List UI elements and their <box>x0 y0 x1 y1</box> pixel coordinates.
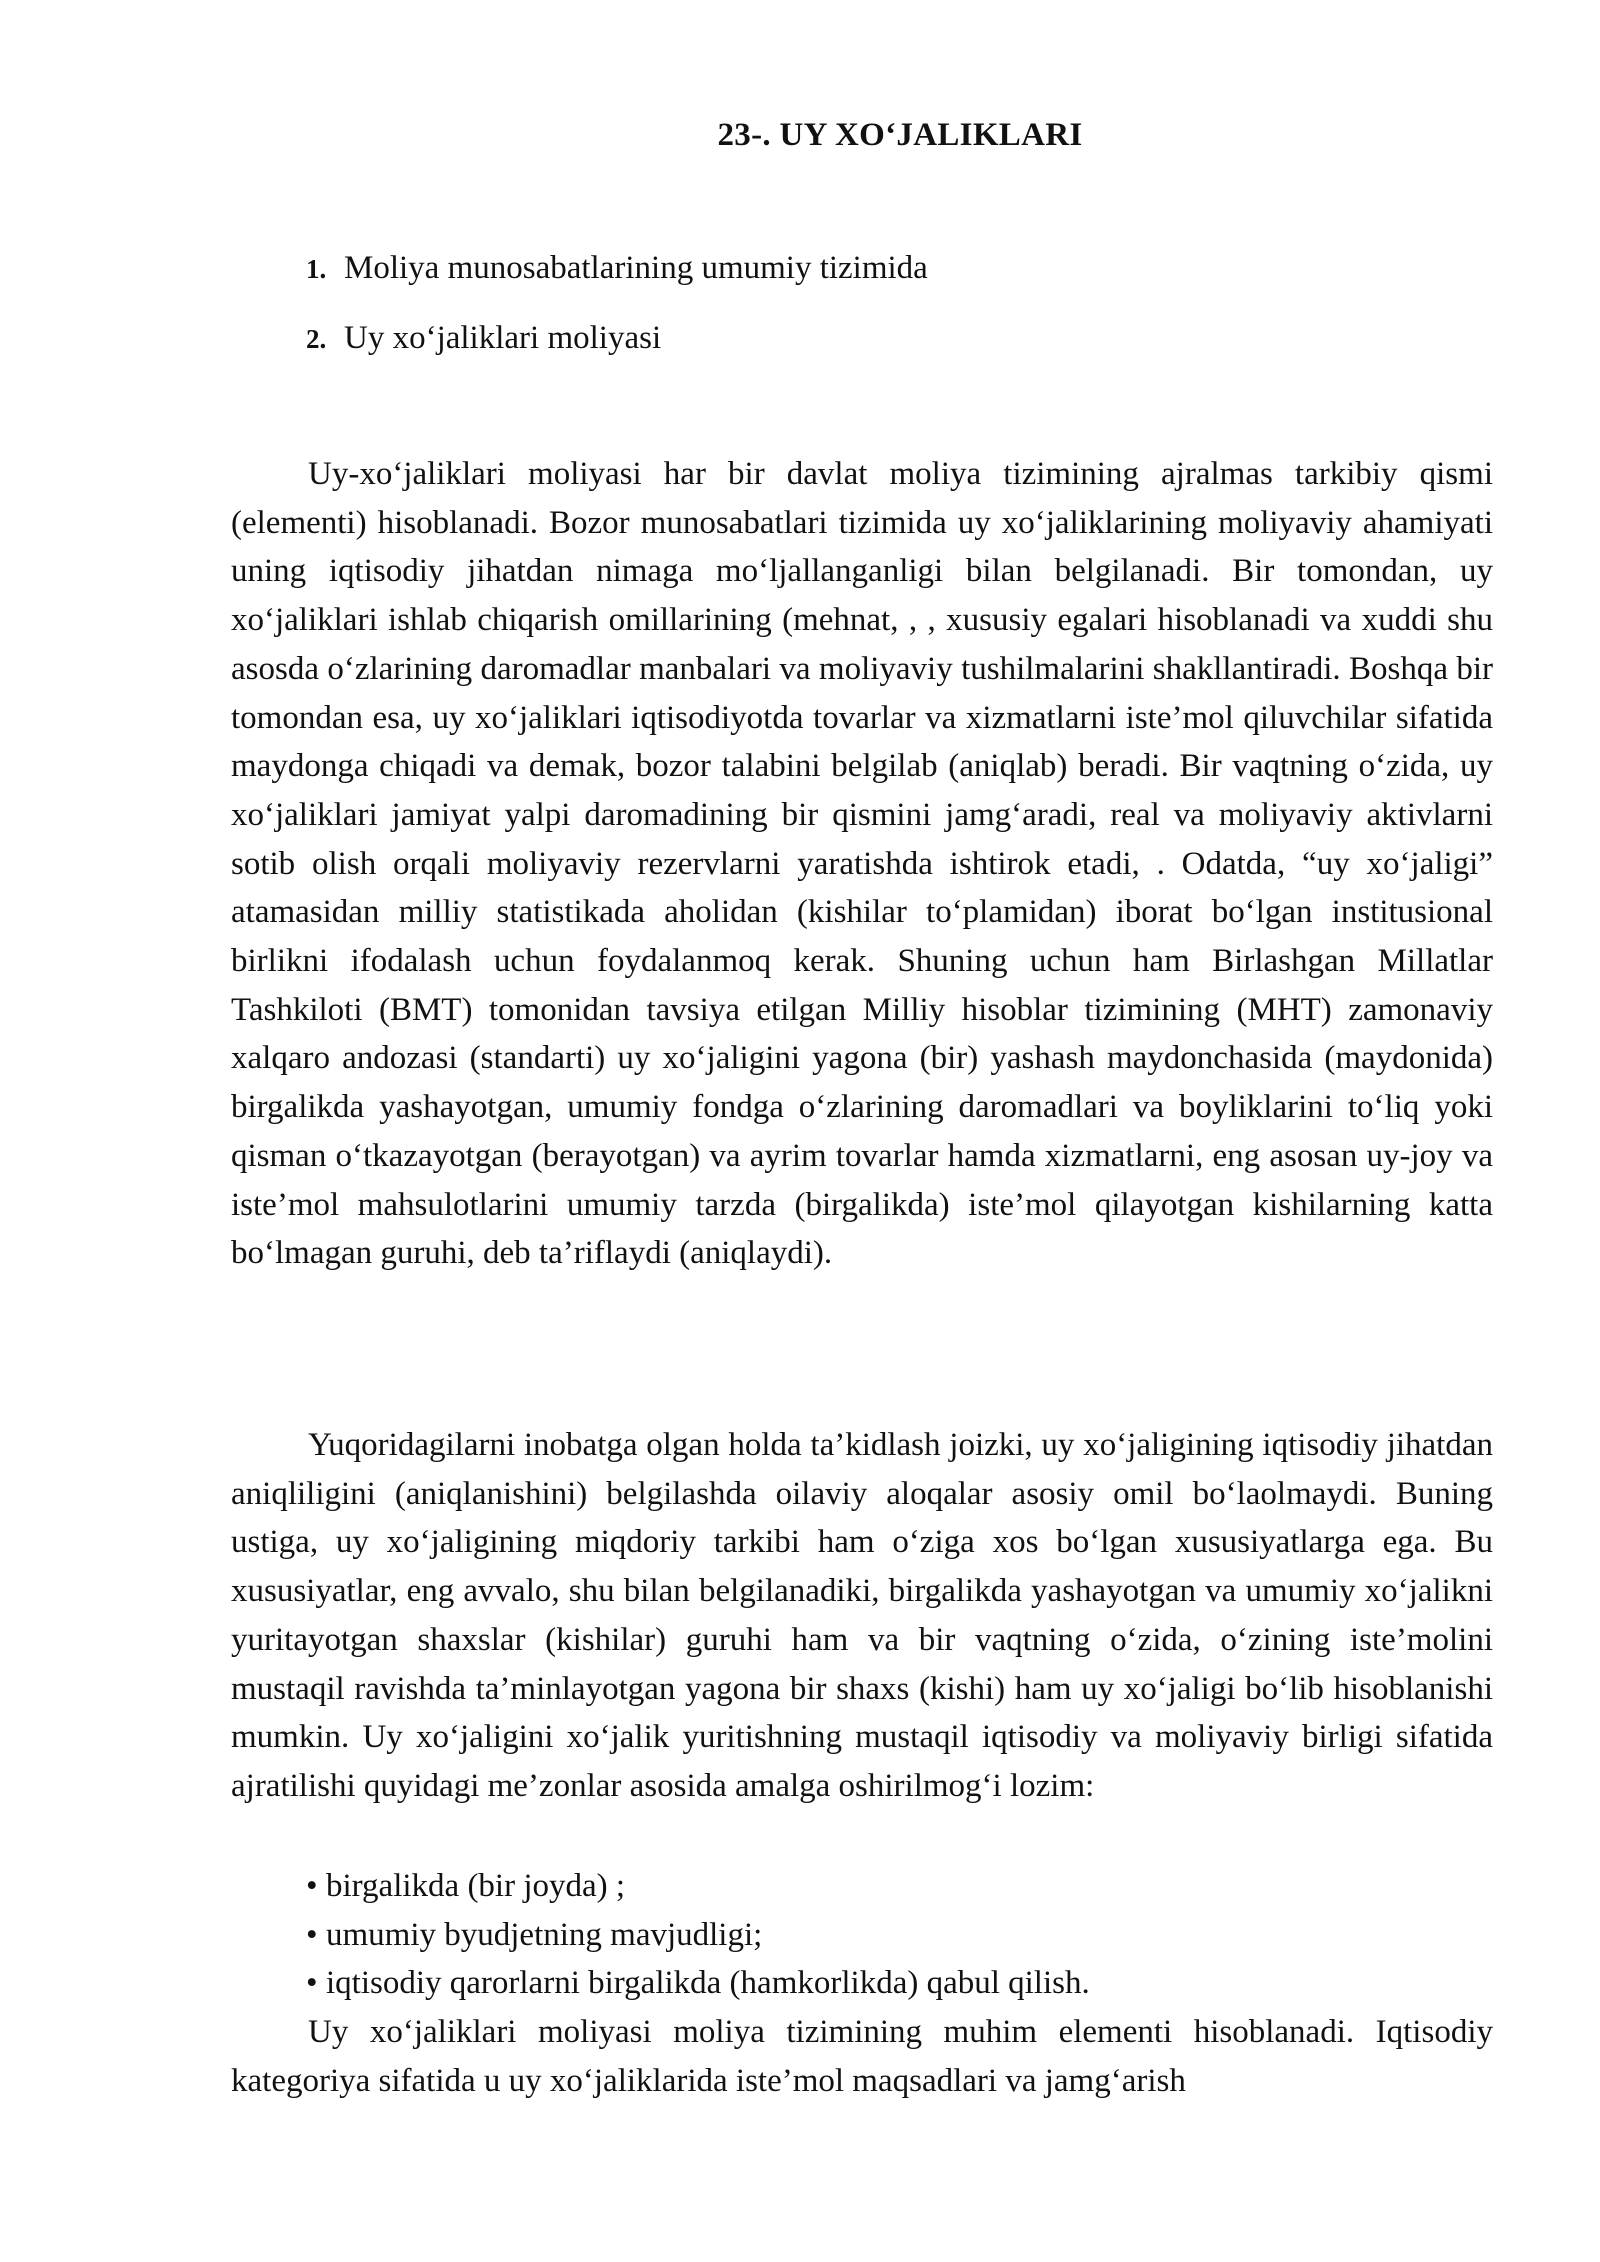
outline-number: 1. <box>306 254 327 284</box>
bullet-icon: • <box>306 1965 318 2002</box>
outline-text: Uy xo‘jaliklari moliyasi <box>344 320 662 356</box>
list-item-text: birgalikda (bir joyda) ; <box>326 1868 626 1904</box>
list-item <box>306 1862 1090 1911</box>
paragraph-block <box>231 450 1493 1278</box>
outline-text: Moliya munosabatlarining umumiy tizimida <box>344 250 928 286</box>
body-paragraph: Uy-xo‘jaliklari moliyasi har bir davlat moliya tizimining ajralmas tarkibiy qismi (elementi) hisoblanadi. Bozor munosabatlari tizimida uy xo‘jaliklarining moliyaviy ahamiyati uning iqtisodiy jihatdan nimaga mo‘ljallanganligi bilan belgilanadi. Bir tomondan, uy xo‘jaliklari ishlab chiqarish omillarining (mehnat, , , xususiy egalari hisoblanadi va xuddi shu asosda o‘zlarining daromadlar manbalari va moliyaviy tushilmalarini shakllantiradi. Boshqa bir tomondan esa, uy xo‘jaliklari iqtisodiyotda tovarlar va xizmatlarni iste’mol qiluvchilar sifatida maydonga chiqadi va demak, bozor talabini belgilab (aniqlab) beradi. Bir vaqtning o‘zida, uy xo‘jaliklari jamiyat yalpi daromadining bir qismini jamg‘aradi, real va moliyaviy aktivlarni sotib olish orqali moliyaviy rezervlarni yaratishda ishtirok etadi, . Odatda, “uy xo‘jaligi” atamasidan milliy statistikada aholidan (kishilar to‘plamidan) iborat bo‘lgan institusional birlikni ifodalash uchun foydalanmoq kerak. Shuning uchun ham Birlashgan Millatlar Tashkiloti (BMT) tomonidan tavsiya etilgan Milliy hisoblar tizimining (MHT) zamonaviy xalqaro andozasi (standarti) uy xo‘jaligini yagona (bir) yashash maydonchasida (maydonida) birgalikda yashayotgan, umumiy fondga o‘zlarining daromadlari va boyliklarini to‘liq yoki qisman o‘tkazayotgan (berayotgan) va ayrim tovarlar hamda xizmatlarni, eng asosan uy-joy va iste’mol mahsulotlarini umumiy tarzda (birgalikda) iste’mol qilayotgan kishilarning katta bo‘lmagan guruhi, deb ta’riflaydi (aniqlaydi). <box>231 456 1493 1272</box>
list-item-text: iqtisodiy qarorlarni birgalikda (hamkorlikda) qabul qilish. <box>326 1965 1090 2002</box>
bullet-icon: • <box>306 1868 318 1904</box>
paragraph-block <box>231 1421 1493 1811</box>
list-item <box>306 1911 1090 1960</box>
paragraph-block <box>231 2008 1493 2105</box>
criteria-list <box>306 1862 1090 2008</box>
bullet-icon: • <box>306 1916 318 1953</box>
page-title: 23-. UY XO‘JALIKLARI <box>717 117 1083 153</box>
list-item <box>306 1959 1090 2008</box>
outline-item <box>306 316 928 386</box>
body-paragraph: Uy xo‘jaliklari moliyasi moliya tizimining muhim elementi hisoblanadi. Iqtisodiy kategoriya sifatida u uy xo‘jaliklarida iste’mol maqsadlari va jamg‘arish <box>231 2014 1493 2099</box>
outline-item <box>306 246 928 316</box>
body-paragraph: Yuqoridagilarni inobatga olgan holda ta’kidlash joizki, uy xo‘jaligining iqtisodiy jihatdan aniqliligini (aniqlanishini) belgilashda oilaviy aloqalar asosiy omil bo‘laolmaydi. Buning ustiga, uy xo‘jaligining miqdoriy tarkibi ham o‘ziga xos bo‘lgan xususiyatlarga ega. Bu xususiyatlar, eng avvalo, shu bilan belgilanadiki, birgalikda yashayotgan va umumiy xo‘jalikni yuritayotgan shaxslar (kishilar) guruhi ham va bir vaqtning o‘zida, o‘zining iste’molini mustaqil ravishda ta’minlayotgan yagona bir shaxs (kishi) ham uy xo‘jaligi bo‘lib hisoblanishi mumkin. Uy xo‘jaligini xo‘jalik yuritishning mustaqil iqtisodiy va moliyaviy birligi sifatida ajratilishi quyidagi me’zonlar asosida amalga oshirilmog‘i lozim: <box>231 1427 1493 1804</box>
outline-number: 2. <box>306 324 327 354</box>
list-item-text: umumiy byudjetning mavjudligi; <box>326 1916 763 1953</box>
topic-outline <box>306 246 928 386</box>
